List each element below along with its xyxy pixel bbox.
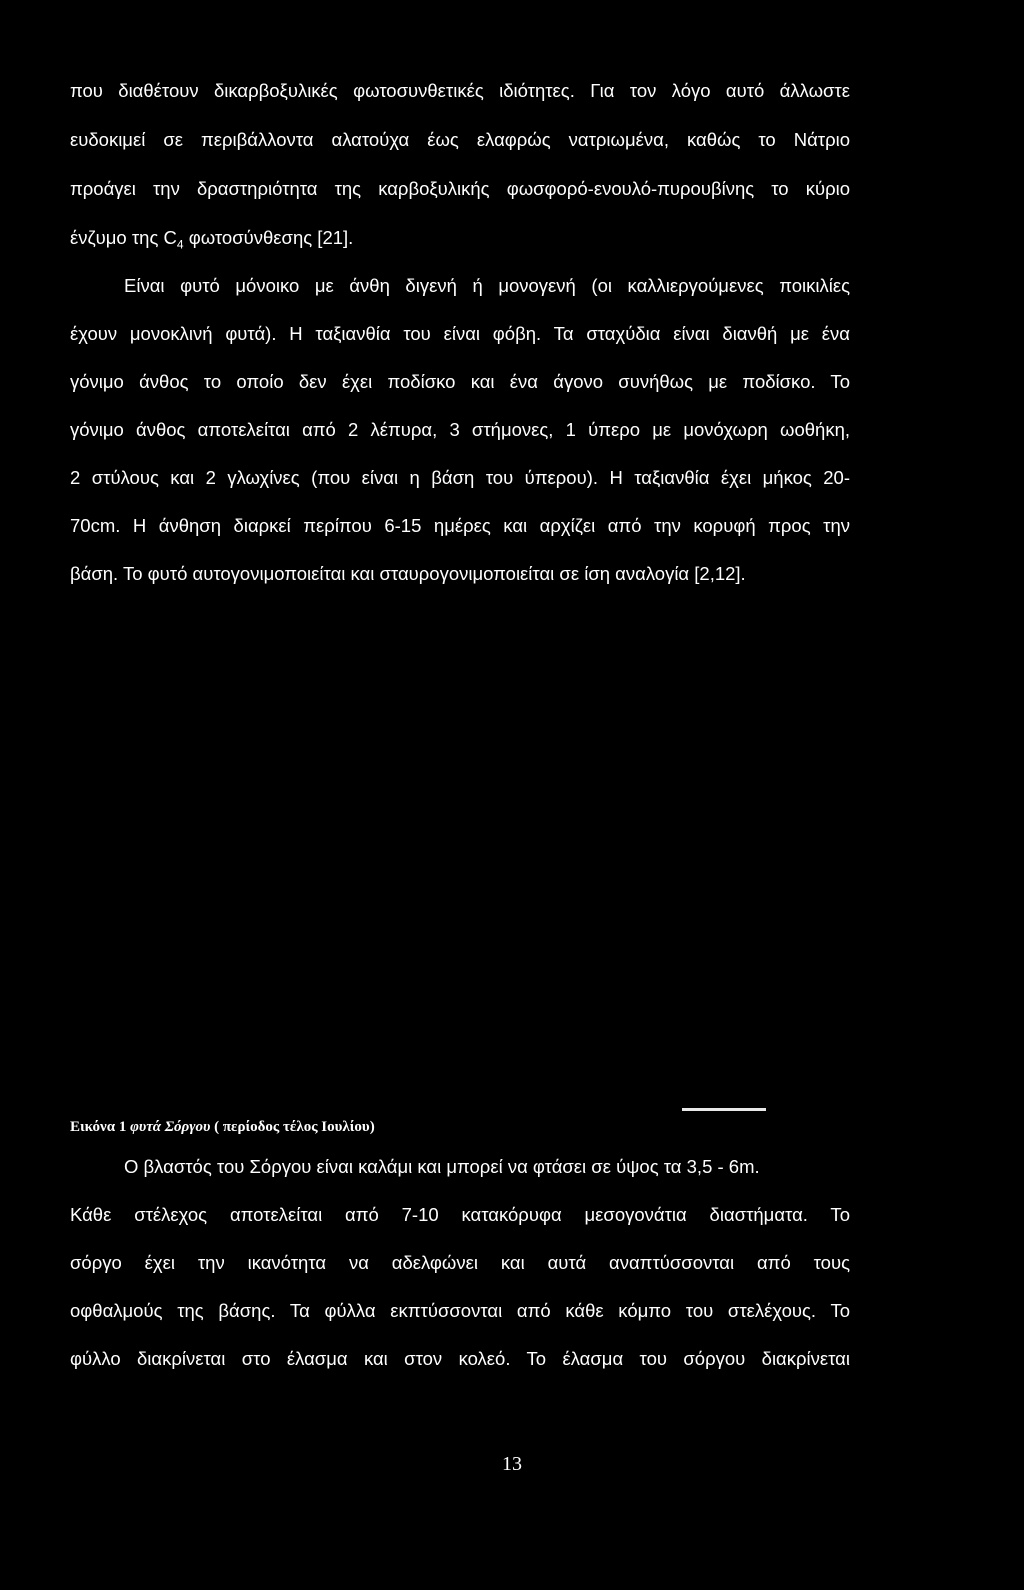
paragraph-3-line-1: Ο βλαστός του Σόργου είναι καλάμι και μπορεί να φτάσει σε ύψος τα 3,5 - 6m.	[124, 1156, 760, 1177]
paragraph-3-line-4: οφθαλμούς της βάσης. Τα φύλλα εκπτύσσονται από κάθε κόμπο του στελέχους. Το	[70, 1300, 850, 1321]
paragraph-3-line-5: φύλλο διακρίνεται στο έλασμα και στον κολεό. Το έλασμα του σόργου διακρίνεται	[70, 1348, 850, 1369]
paragraph-2-line-1: Είναι φυτό μόνοικο με άνθη διγενή ή μονογενή (οι καλλιεργούμενες ποικιλίες	[124, 275, 850, 296]
figure-caption-italic: φυτά Σόργου	[130, 1119, 211, 1135]
paragraph-2-line-3: γόνιμο άνθος το οποίο δεν έχει ποδίσκο και ένα άγονο συνήθως με ποδίσκο. Το	[70, 371, 850, 392]
paragraph-1-line-2: ευδοκιμεί σε περιβάλλοντα αλατούχα έως ελαφρώς νατριωμένα, καθώς το Νάτριο	[70, 129, 850, 150]
line-4-suffix: φωτοσύνθεσης [21].	[183, 227, 354, 248]
figure-caption	[70, 1117, 375, 1137]
paragraph-2-line-6: 70cm. Η άνθηση διαρκεί περίπου 6-15 ημέρες και αρχίζει από την κορυφή προς την	[70, 515, 850, 536]
paragraph-3-line-2: Κάθε στέλεχος αποτελείται από 7-10 κατακόρυφα μεσογονάτια διαστήματα. Το	[70, 1204, 850, 1225]
paragraph-2-line-4: γόνιμο άνθος αποτελείται από 2 λέπυρα, 3 στήμονες, 1 ύπερο με μονόχωρη ωοθήκη,	[70, 419, 850, 440]
figure-caption-rest: ( περίοδος τέλος Ιουλίου)	[210, 1119, 375, 1135]
paragraph-2-line-5: 2 στύλους και 2 γλωχίνες (που είναι η βάση του ύπερου). Η ταξιανθία έχει μήκος 20-	[70, 467, 850, 488]
figure-caption-label: Εικόνα 1	[70, 1119, 127, 1135]
paragraph-1-line-3: προάγει την δραστηριότητα της καρβοξυλικής φωσφορό-ενουλό-πυρουβίνης το κύριο	[70, 178, 850, 199]
paragraph-2-line-7: βάση. Το φυτό αυτογονιμοποιείται και σταυρογονιμοποιείται σε ίση αναλογία [2,12].	[70, 563, 746, 584]
paragraph-3-line-3: σόργο έχει την ικανότητα να αδελφώνει και αυτά αναπτύσσονται από τους	[70, 1252, 850, 1273]
paragraph-1-line-4	[70, 226, 850, 250]
c4-subscript: 4	[176, 237, 184, 252]
paragraph-2-line-2: έχουν μονοκλινή φυτά). Η ταξιανθία του είναι φόβη. Τα σταχύδια είναι διανθή με ένα	[70, 323, 850, 344]
line-4-prefix: ένζυμο της C	[70, 227, 177, 248]
paragraph-1-line-1: που διαθέτουν δικαρβοξυλικές φωτοσυνθετικές ιδιότητες. Για τον λόγο αυτό άλλωστε	[70, 80, 850, 101]
figure-scan-artifact	[682, 1108, 766, 1111]
page-number: 13	[502, 1453, 522, 1475]
